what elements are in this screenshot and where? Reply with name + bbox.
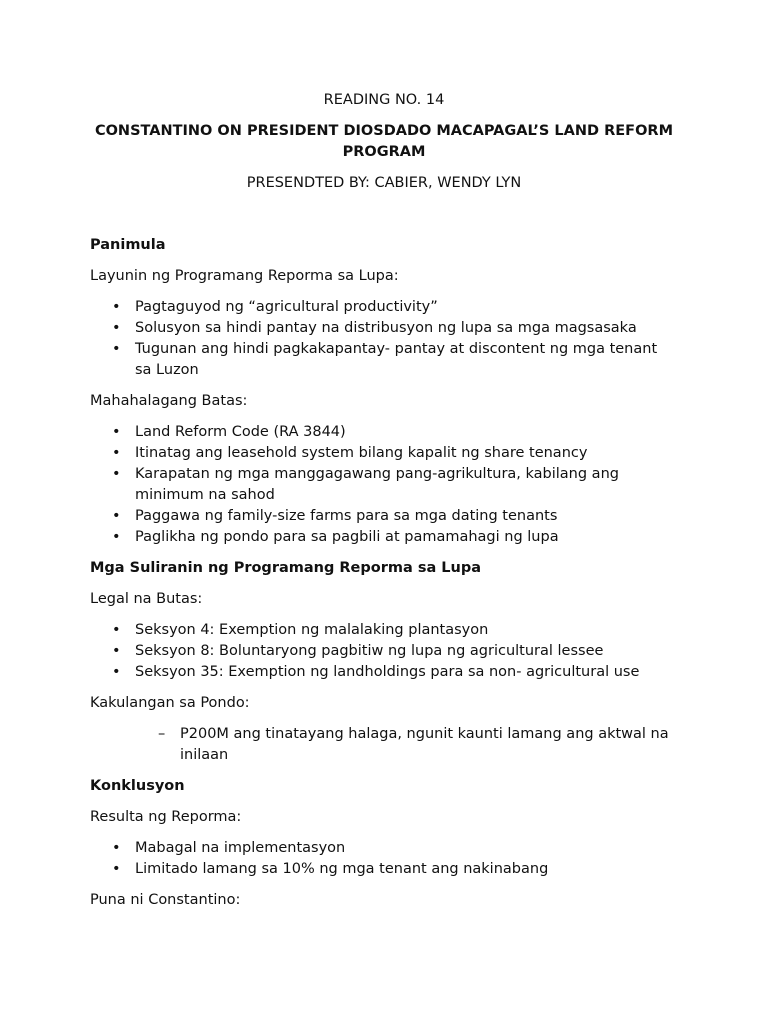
- list-item-text: Limitado lamang sa 10% ng mga tenant ang nakinabang: [135, 861, 549, 877]
- list-item: [90, 297, 678, 318]
- document-title: CONSTANTINO ON PRESIDENT DIOSDADO MACAPAGAL’S LAND REFORM PROGRAM: [94, 123, 674, 160]
- list-item-text: Karapatan ng mga manggagawang pang-agrikultura, kabilang ang minimum na sahod: [135, 466, 619, 503]
- butas-label: Legal na Butas:: [90, 591, 203, 607]
- list-item: [90, 464, 678, 506]
- batas-list: [90, 422, 678, 548]
- list-item: [90, 443, 678, 464]
- layunin-label: Layunin ng Programang Reporma sa Lupa:: [90, 268, 399, 284]
- bullet-icon: •: [112, 529, 121, 545]
- batas-label: Mahahalagang Batas:: [90, 393, 248, 409]
- list-item: [90, 641, 678, 662]
- list-item-text: Pagtaguyod ng “agricultural productivity”: [135, 299, 438, 315]
- list-item-text: Paglikha ng pondo para sa pagbili at pamamahagi ng lupa: [135, 529, 559, 545]
- list-item-text: Seksyon 8: Boluntaryong pagbitiw ng lupa ng agricultural lessee: [135, 643, 604, 659]
- list-item-text: P200M ang tinatayang halaga, ngunit kaunti lamang ang aktwal na inilaan: [180, 726, 669, 763]
- pondo-list: [90, 724, 678, 766]
- section-heading-konklusyon: Konklusyon: [90, 778, 185, 794]
- list-item: [90, 724, 678, 766]
- bullet-icon: •: [112, 445, 121, 461]
- list-item: [90, 859, 678, 880]
- bullet-icon: •: [112, 643, 121, 659]
- resulta-list: [90, 838, 678, 880]
- list-item: [90, 339, 678, 381]
- list-item: [90, 838, 678, 859]
- puna-label: Puna ni Constantino:: [90, 892, 241, 908]
- list-item-text: Itinatag ang leasehold system bilang kapalit ng share tenancy: [135, 445, 588, 461]
- bullet-icon: •: [112, 508, 121, 524]
- list-item: [90, 527, 678, 548]
- list-item-text: Seksyon 35: Exemption ng landholdings para sa non- agricultural use: [135, 664, 640, 680]
- list-item-text: Solusyon sa hindi pantay na distribusyon ng lupa sa mga magsasaka: [135, 320, 637, 336]
- section-heading-suliranin: Mga Suliranin ng Programang Reporma sa Lupa: [90, 560, 482, 576]
- bullet-icon: •: [112, 320, 121, 336]
- bullet-icon: •: [112, 341, 121, 357]
- list-item-text: Tugunan ang hindi pagkakapantay- pantay at discontent ng mga tenant sa Luzon: [135, 341, 658, 378]
- resulta-label: Resulta ng Reporma:: [90, 809, 242, 825]
- pondo-label: Kakulangan sa Pondo:: [90, 695, 250, 711]
- list-item-text: Land Reform Code (RA 3844): [135, 424, 346, 440]
- list-item-text: Paggawa ng family-size farms para sa mga dating tenants: [135, 508, 558, 524]
- list-item-text: Seksyon 4: Exemption ng malalaking plantasyon: [135, 622, 489, 638]
- document-page: [90, 90, 678, 921]
- list-item: [90, 662, 678, 683]
- list-item: [90, 422, 678, 443]
- butas-list: [90, 620, 678, 683]
- presenter-line: PRESENDTED BY: CABIER, WENDY LYN: [246, 175, 522, 191]
- bullet-icon: •: [112, 424, 121, 440]
- reading-number: READING NO. 14: [323, 92, 445, 108]
- bullet-icon: •: [112, 622, 121, 638]
- bullet-icon: •: [112, 466, 121, 482]
- layunin-list: [90, 297, 678, 381]
- bullet-icon: •: [112, 861, 121, 877]
- dash-icon: –: [158, 726, 166, 742]
- list-item: [90, 318, 678, 339]
- bullet-icon: •: [112, 299, 121, 315]
- list-item: [90, 506, 678, 527]
- list-item-text: Mabagal na implementasyon: [135, 840, 346, 856]
- list-item: [90, 620, 678, 641]
- bullet-icon: •: [112, 664, 121, 680]
- section-heading-panimula: Panimula: [90, 237, 166, 253]
- bullet-icon: •: [112, 840, 121, 856]
